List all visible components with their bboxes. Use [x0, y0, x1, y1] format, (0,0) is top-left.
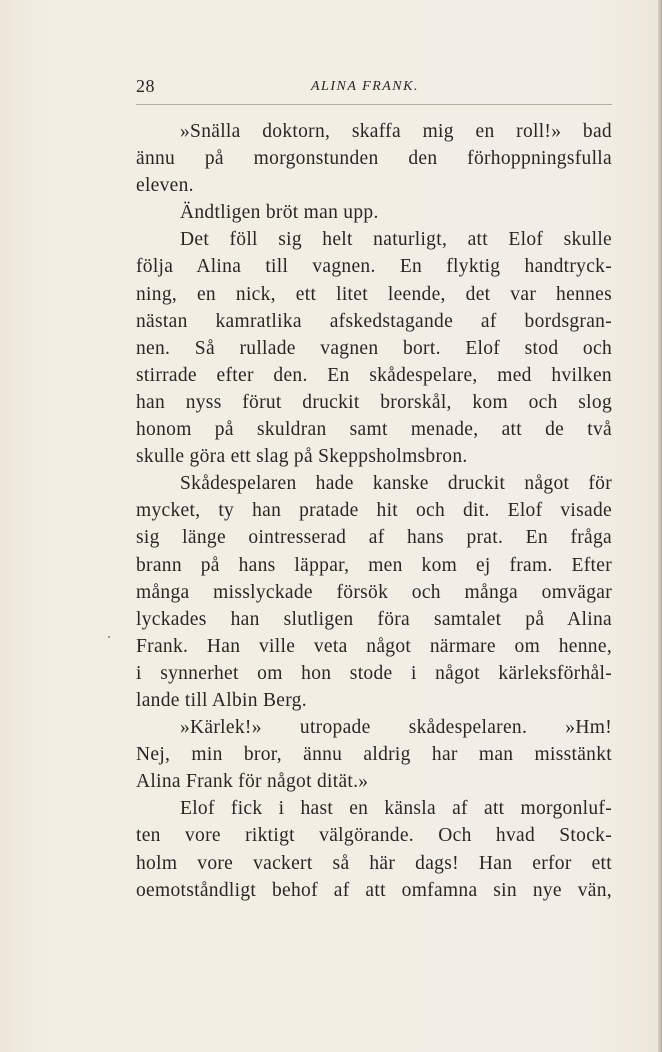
page-number: 28 [136, 76, 155, 96]
text-line: Alina Frank för något dität.» [136, 771, 369, 793]
text-line: brann på hans läppar, men kom ej fram. Efter [136, 554, 612, 576]
body-text [136, 118, 612, 904]
text-line: ten vore riktigt välgörande. Och hvad Stock- [136, 825, 612, 847]
text-line: Skådespelaren hade kanske druckit något för [180, 473, 612, 495]
page-header [136, 76, 612, 100]
header-rule [136, 104, 612, 105]
text-line: nästan kamratlika afskedstagande af bordsgran- [136, 310, 612, 332]
text-line: Ändtligen bröt man upp. [180, 202, 379, 224]
text-line: oemotståndligt behof af att omfamna sin nye vän, [136, 879, 612, 901]
text-line: lande till Albin Berg. [136, 689, 307, 711]
text-line: stirrade efter den. En skådespelare, med hvilken [136, 364, 612, 386]
text-line: nen. Så rullade vagnen bort. Elof stod och [136, 337, 612, 359]
text-line: eleven. [136, 175, 194, 197]
text-line: holm vore vackert så här dags! Han erfor ett [136, 852, 612, 874]
text-line: honom på skuldran samt menade, att de två [136, 419, 612, 441]
text-line: Nej, min bror, ännu aldrig har man misstänkt [136, 744, 612, 766]
text-line: han nyss förut druckit brorskål, kom och slog [136, 391, 612, 413]
text-line: ning, en nick, ett litet leende, det var hennes [136, 283, 612, 305]
running-title: ALINA FRANK. [311, 79, 419, 94]
page-edge [658, 0, 662, 1052]
text-line: sig länge ointresserad af hans prat. En fråga [136, 527, 612, 549]
text-line: följa Alina till vagnen. En flyktig handtryck- [136, 256, 612, 278]
text-line: »Snälla doktorn, skaffa mig en roll!» bad [180, 121, 612, 142]
text-line: många misslyckade försök och många omvägar [136, 581, 612, 603]
text-line: Elof fick i hast en känsla af att morgonluf- [180, 798, 612, 820]
paper-speck [108, 636, 110, 638]
text-line: Det föll sig helt naturligt, att Elof skulle [180, 229, 612, 251]
text-line: mycket, ty han pratade hit och dit. Elof visade [136, 500, 612, 522]
text-line: ännu på morgonstunden den förhoppningsfulla [136, 148, 612, 170]
text-line: Frank. Han ville veta något närmare om henne, [136, 635, 612, 657]
text-line: skulle göra ett slag på Skeppsholmsbron. [136, 446, 468, 468]
text-line: »Kärlek!» utropade skådespelaren. »Hm! [180, 717, 612, 739]
text-line: i synnerhet om hon stode i något kärleksförhål- [136, 662, 612, 684]
text-line: lyckades han slutligen föra samtalet på Alina [136, 608, 612, 630]
